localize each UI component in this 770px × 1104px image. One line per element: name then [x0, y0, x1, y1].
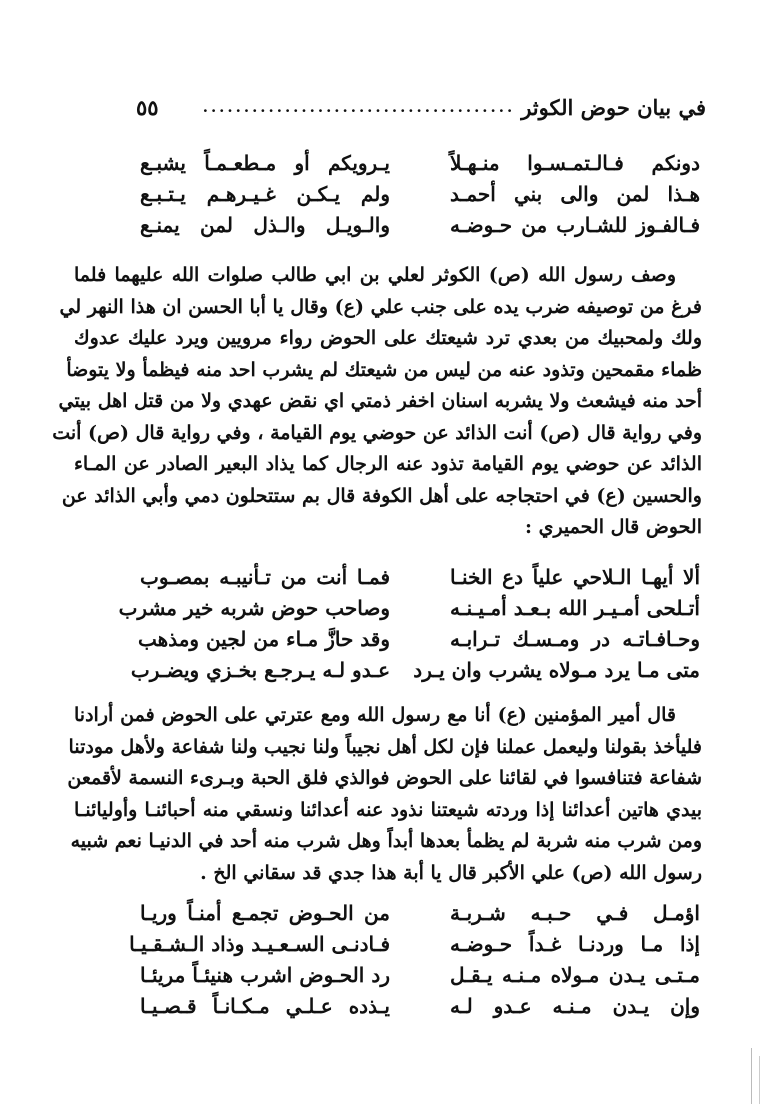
text-line: قال أمير المؤمنين (ع) أنا مع رسول الله ومع عترتي على الحوض فمن أرادنا [74, 704, 676, 726]
verse-second-hemistich: يـرويكم أو مـطعـمـاً يشبـع [140, 151, 390, 175]
verse-second-hemistich: وقد حازَّ مـاء من لجين ومذهب [138, 627, 390, 651]
page-number: ٥٥ [136, 95, 159, 120]
verse-first-hemistich: فـالفـوز للشـارب من حـوضـه [450, 213, 700, 237]
paragraph-2 [67, 700, 702, 889]
text-line: الحوض قال الحميري : [524, 516, 702, 538]
leader-dots: ...................................... [202, 98, 516, 116]
verse-first-hemistich: اؤمـل فـي حـبـه شـربـة [450, 901, 700, 925]
verse-second-hemistich: يـذده عـلـي مـكـانـاً قـصـيـا [140, 994, 390, 1018]
verse-line [140, 960, 700, 991]
text-line: ولك ولمحبيك من بعدي ترد شيعتك على الحوض رواء مرويين ويرد عليك عدوك [74, 327, 702, 349]
verse-line [140, 991, 700, 1022]
poem-block-2 [118, 562, 700, 686]
text-line: بيدي هاتين أعدائنا إذا وردته شيعتنا نذود عنه أعدائنا ونسقي منه أحبائنـا وأوليائنـا [74, 798, 702, 821]
verse-line [129, 929, 700, 960]
verse-second-hemistich: ولم يـكـن غـيـرهـم يـتـبـع [140, 182, 390, 206]
text-line: وفي رواية قال (ص) أنت الذائد عن حوضي يوم القيامة ، وفي رواية قال (ص) أنت [52, 421, 702, 444]
verse-first-hemistich: مـتـى يـدن مـولاه مـنـه يـقـل [450, 963, 700, 987]
chapter-title: في بيان حوض الكوثر [521, 95, 706, 120]
text-line: فليأخذ بقولنا وليعمل عملنا فإن لكل أهل نجيباً ولنا نجيب ولنا شفاعة ولأهل مودتنا [68, 735, 702, 758]
text-line: شفاعة فتنافسوا في لقائنا على الحوض فوالذي فلق الحبة وبـرىء النسمة لأقمعن [67, 767, 702, 789]
verse-first-hemistich: أتـلحى أمـيـر الله بـعـد أمـيـنـه [450, 596, 700, 620]
verse-second-hemistich: والـويـل والـذل لمن يمنـع [140, 213, 390, 237]
verse-first-hemistich: دونكم فـالـتمـسـوا منـهـلاً [450, 151, 700, 175]
verse-line [140, 624, 700, 655]
verse-second-hemistich: عـدو لـه يـرجـع بخـزي ويضـرب [130, 658, 390, 682]
text-line: الذائد عن حوضي يوم القيامة تذود عنه الرجال كما يذاد البعير الصادر عن المـاء [74, 453, 702, 475]
verse-first-hemistich: وحـافـاتـه در ومـسـك تـرابـه [450, 627, 700, 651]
text-line: فرغ من توصيفه ضرب يده على جنب علي (ع) وقال يا أبا الحسن ان هذا النهر لي [59, 295, 702, 318]
text-line: والحسين (ع) في احتجاجه على أهل الكوفة قال بم ستتحلون دمي وأبي الذائد عن [61, 484, 702, 507]
poem-block-1 [140, 148, 700, 241]
page-edge-line [759, 1056, 760, 1104]
verse-line [118, 593, 700, 624]
verse-second-hemistich: فمـا أنت من تـأنيبـه بمصـوب [140, 565, 390, 589]
page-edge-line [751, 1048, 752, 1104]
verse-first-hemistich: هـذا لمن والى بني أحمـد [450, 182, 700, 206]
verse-line [140, 179, 700, 210]
verse-first-hemistich: إذا مـا وردنـا غـداً حـوضـه [450, 932, 700, 956]
verse-first-hemistich: وإن يـدن مـنـه عـدو لـه [450, 994, 700, 1018]
text-line: ظماء مقمحين وتذود عنه من ليس من شيعتك لم يشرب احد منه فيظمأ ولا يتوضأ [66, 358, 702, 381]
poem-block-3 [129, 898, 700, 1022]
verse-second-hemistich: فـادنـى السـعـيـد وذاد الـشـقـيـا [129, 932, 390, 956]
verse-line [140, 210, 700, 241]
verse-second-hemistich: رد الحـوض اشرب هنيئـاً مريئـا [140, 963, 390, 987]
verse-first-hemistich: ألا أيهـا الـلاحي علياً دع الخنـا [450, 565, 700, 589]
verse-second-hemistich: من الحـوض تجمـع أمنـاً وريـا [140, 901, 390, 925]
running-header [136, 80, 706, 120]
text-line: ومن شرب منه شربة لم يظمأ بعدها أبداً وهل شرب منه أحد في الدنيـا نعم شبيه [70, 830, 702, 852]
verse-line [140, 148, 700, 179]
text-line: أحد منه فيشعث ولا يشربه اسنان اخفر ذمتي اي نقض عهدي ولا من قتل اهل بيتي [58, 390, 702, 412]
verse-line [140, 562, 700, 593]
verse-first-hemistich: متى مـا يرد مـولاه يشرب وان يـرد [413, 658, 700, 682]
verse-line [140, 898, 700, 929]
verse-second-hemistich: وصاحب حوض شربه خير مشرب [118, 596, 390, 620]
text-line: وصف رسول الله (ص) الكوثر لعلي بن ابي طالب صلوات الله عليهما فلما [74, 264, 676, 286]
text-line: رسول الله (ص) علي الأكبر قال يا أبة هذا جدي قد سقاني الخ . [200, 861, 702, 884]
verse-line [130, 655, 700, 686]
paragraph-1 [52, 260, 702, 544]
